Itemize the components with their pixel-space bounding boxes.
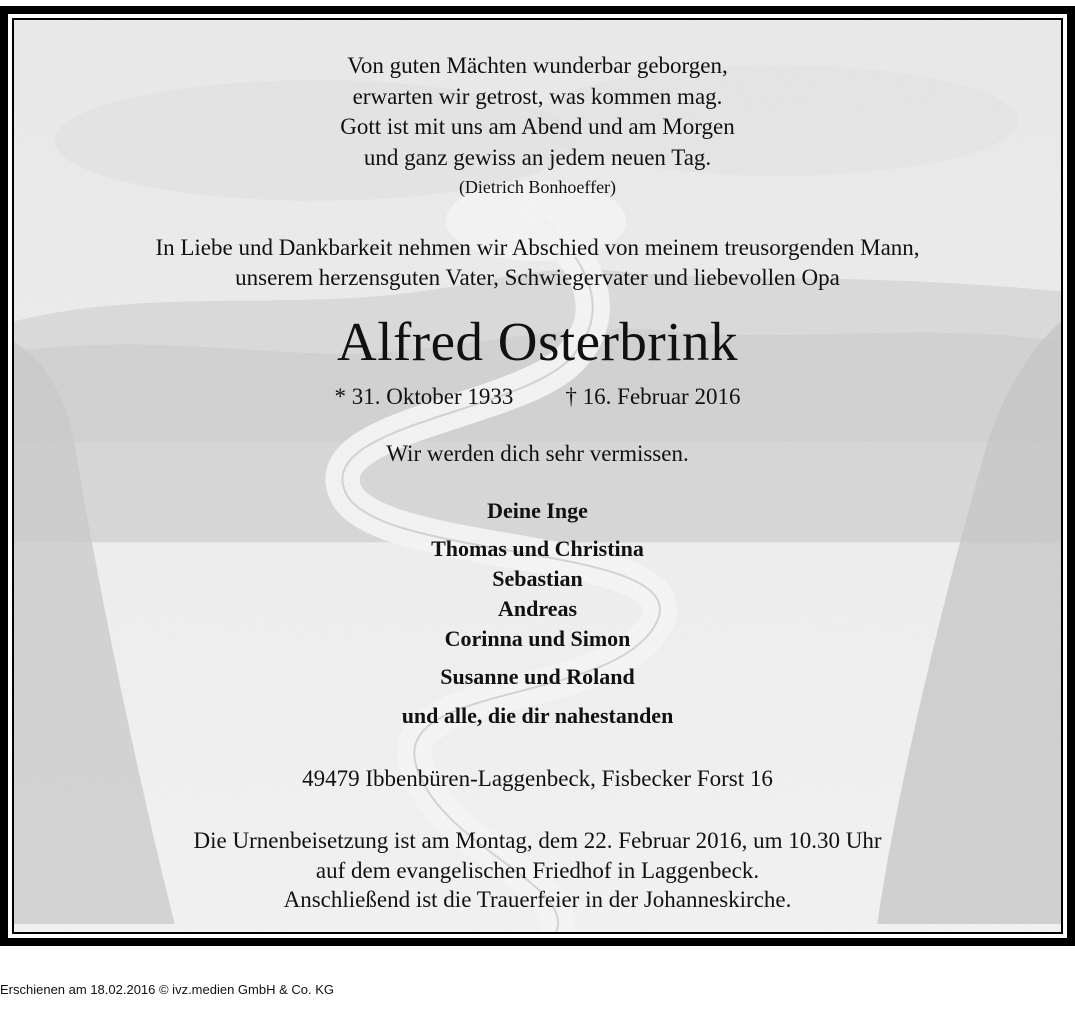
poem <box>14 51 1061 173</box>
missing-text: Wir werden dich sehr vermissen. <box>386 441 689 466</box>
funeral-line: Die Urnenbeisetzung ist am Montag, dem 22. Februar 2016, um 10.30 Uhr <box>193 828 882 853</box>
intro-line: unserem herzensguten Vater, Schwiegervater und liebevollen Opa <box>235 265 840 290</box>
publication-footer: Erschienen am 18.02.2016 © ivz.medien GmbH & Co. KG <box>0 982 335 997</box>
family-member: Deine Inge <box>487 498 588 523</box>
poem-line: und ganz gewiss an jedem neuen Tag. <box>363 144 712 170</box>
family-member: Corinna und Simon <box>444 626 631 651</box>
family-member: Andreas <box>497 596 578 621</box>
poem-author: (Dietrich Bonhoeffer) <box>458 177 617 197</box>
funeral-info <box>14 826 1061 915</box>
life-dates <box>14 384 1061 410</box>
family-member: Thomas und Christina <box>431 536 644 561</box>
intro-line: In Liebe und Dankbarkeit nehmen wir Abschied von meinem treusorgenden Mann, <box>155 235 920 260</box>
obituary-frame <box>0 6 1075 946</box>
funeral-line: Anschließend ist die Trauerfeier in der Johanneskirche. <box>283 887 792 912</box>
address: 49479 Ibbenbüren-Laggenbeck, Fisbecker Forst 16 <box>302 766 773 791</box>
birth-date: * 31. Oktober 1933 <box>334 384 514 409</box>
family-member: Susanne und Roland <box>440 664 635 689</box>
poem-line: Gott ist mit uns am Abend und am Morgen <box>340 114 735 139</box>
poem-line: erwarten wir getrost, was kommen mag. <box>352 83 723 109</box>
family-closing: und alle, die dir nahestanden <box>401 703 674 728</box>
deceased-name: Alfred Osterbrink <box>336 311 739 372</box>
obituary-panel <box>12 18 1063 934</box>
death-date: † 16. Februar 2016 <box>565 384 741 409</box>
family-member: Sebastian <box>492 566 583 591</box>
frame-inner-margin <box>8 14 1067 938</box>
poem-line: Von guten Mächten wunderbar geborgen, <box>347 53 728 78</box>
farewell-intro <box>14 233 1061 293</box>
funeral-line: auf dem evangelischen Friedhof in Laggenbeck. <box>315 857 760 883</box>
